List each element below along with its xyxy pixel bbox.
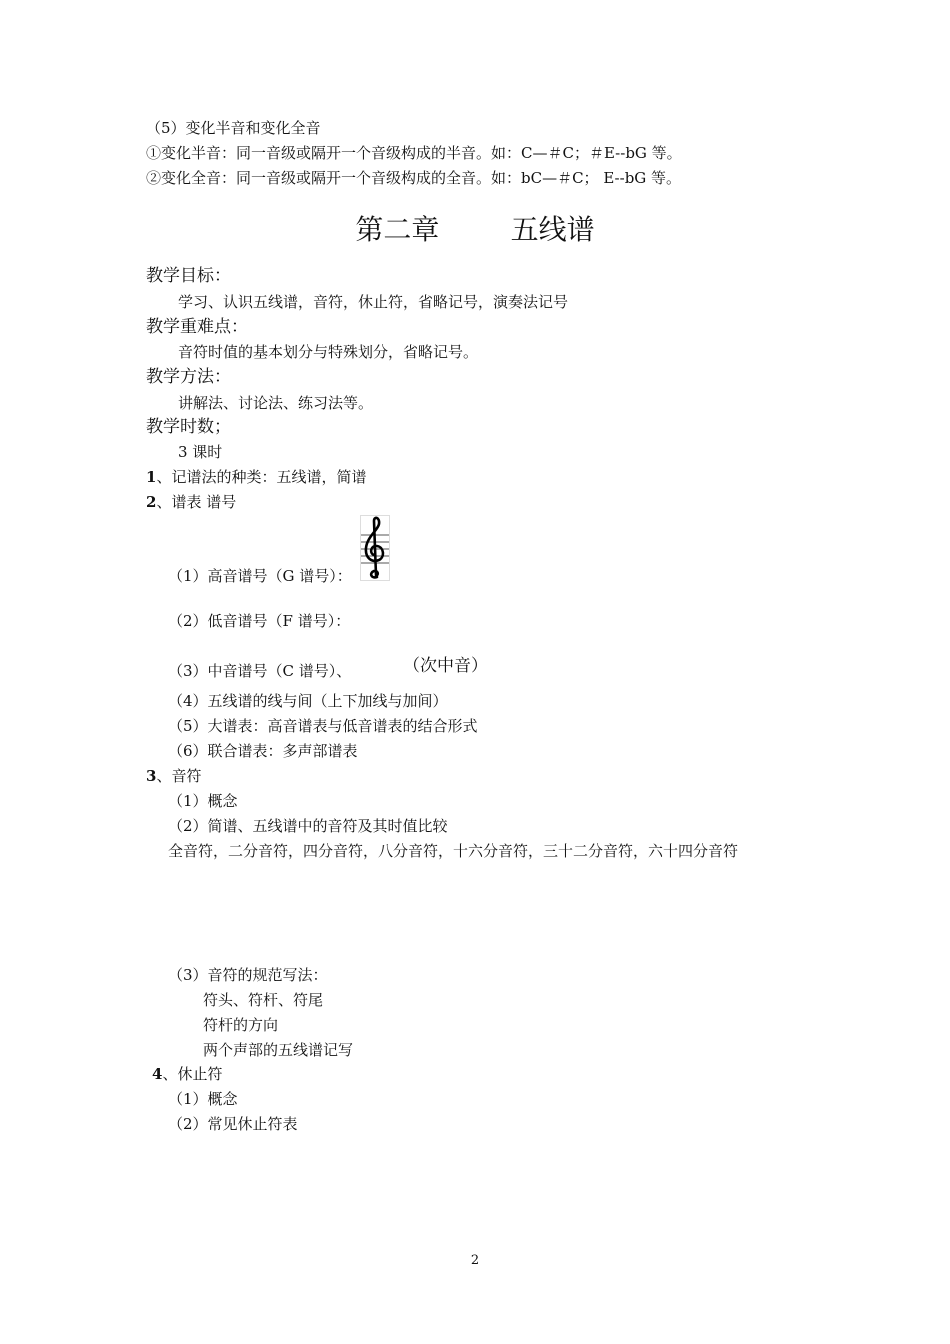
tenor-clef-label: （次中音）: [403, 656, 488, 676]
item-3-text: 、音符: [156, 767, 202, 785]
item-1: [146, 467, 366, 487]
alto-clef-line: （3）中音谱号（C 谱号）、: [168, 662, 352, 680]
note-writing: （3）音符的规范写法：: [168, 966, 328, 984]
combined-staff-item: （6）联合谱表：多声部谱表: [168, 742, 358, 760]
section-5-title: （5）变化半音和变化全音: [146, 119, 321, 137]
rest-concept: （1）概念: [168, 1090, 238, 1108]
goal-label: 教学目标：: [146, 266, 231, 286]
note-types: 全音符，二分音符，四分音符，八分音符，十六分音符，三十二分音符，六十四分音符: [168, 842, 739, 860]
treble-clef-line: （1）高音谱号（G 谱号）：: [168, 567, 352, 585]
note-parts: 符头、符杆、符尾: [203, 991, 324, 1009]
stem-direction: 符杆的方向: [203, 1016, 279, 1034]
section-5-item-1: ①变化半音：同一音级或隔开一个音级构成的半音。如：C—＃C；＃E--bG 等。: [146, 144, 682, 162]
bass-clef-line: （2）低音谱号（F 谱号）：: [168, 612, 351, 630]
chapter-title: 第二章 五线谱: [355, 213, 595, 246]
two-voices: 两个声部的五线谱记写: [203, 1041, 354, 1059]
item-4-text: 、休止符: [162, 1065, 223, 1083]
rest-table: （2）常见休止符表: [168, 1115, 298, 1133]
staff-lines-item: （4）五线谱的线与间（上下加线与加间）: [168, 692, 448, 710]
method-label: 教学方法：: [146, 367, 231, 387]
grand-staff-item: （5）大谱表：高音谱表与低音谱表的结合形式: [168, 717, 478, 735]
difficulty-label: 教学重难点：: [146, 317, 248, 337]
item-2-text: 、谱表 谱号: [156, 493, 237, 511]
item-2-number: 2: [146, 493, 157, 511]
method-text: 讲解法、讨论法、练习法等。: [178, 394, 374, 412]
note-concept: （1）概念: [168, 792, 238, 810]
difficulty-text: 音符时值的基本划分与特殊划分，省略记号。: [178, 343, 479, 361]
section-5-item-2: ②变化全音：同一音级或隔开一个音级构成的全音。如：bC—＃C； E--bG 等。: [146, 169, 682, 187]
goal-text: 学习、认识五线谱，音符，休止符，省略记号，演奏法记号: [178, 293, 569, 311]
item-4-number: 4: [152, 1065, 163, 1083]
item-2: [146, 492, 236, 512]
item-3: [146, 766, 201, 786]
item-4: [152, 1064, 222, 1084]
hours-label: 教学时数；: [146, 417, 231, 437]
item-1-text: 、记谱法的种类：五线谱，简谱: [156, 468, 367, 486]
item-1-number: 1: [146, 468, 157, 486]
item-3-number: 3: [146, 767, 157, 785]
page-number: 2: [470, 1253, 480, 1268]
note-compare: （2）简谱、五线谱中的音符及其时值比较: [168, 817, 448, 835]
hours-text: 3 课时: [178, 443, 223, 461]
treble-clef-icon: [360, 515, 390, 581]
